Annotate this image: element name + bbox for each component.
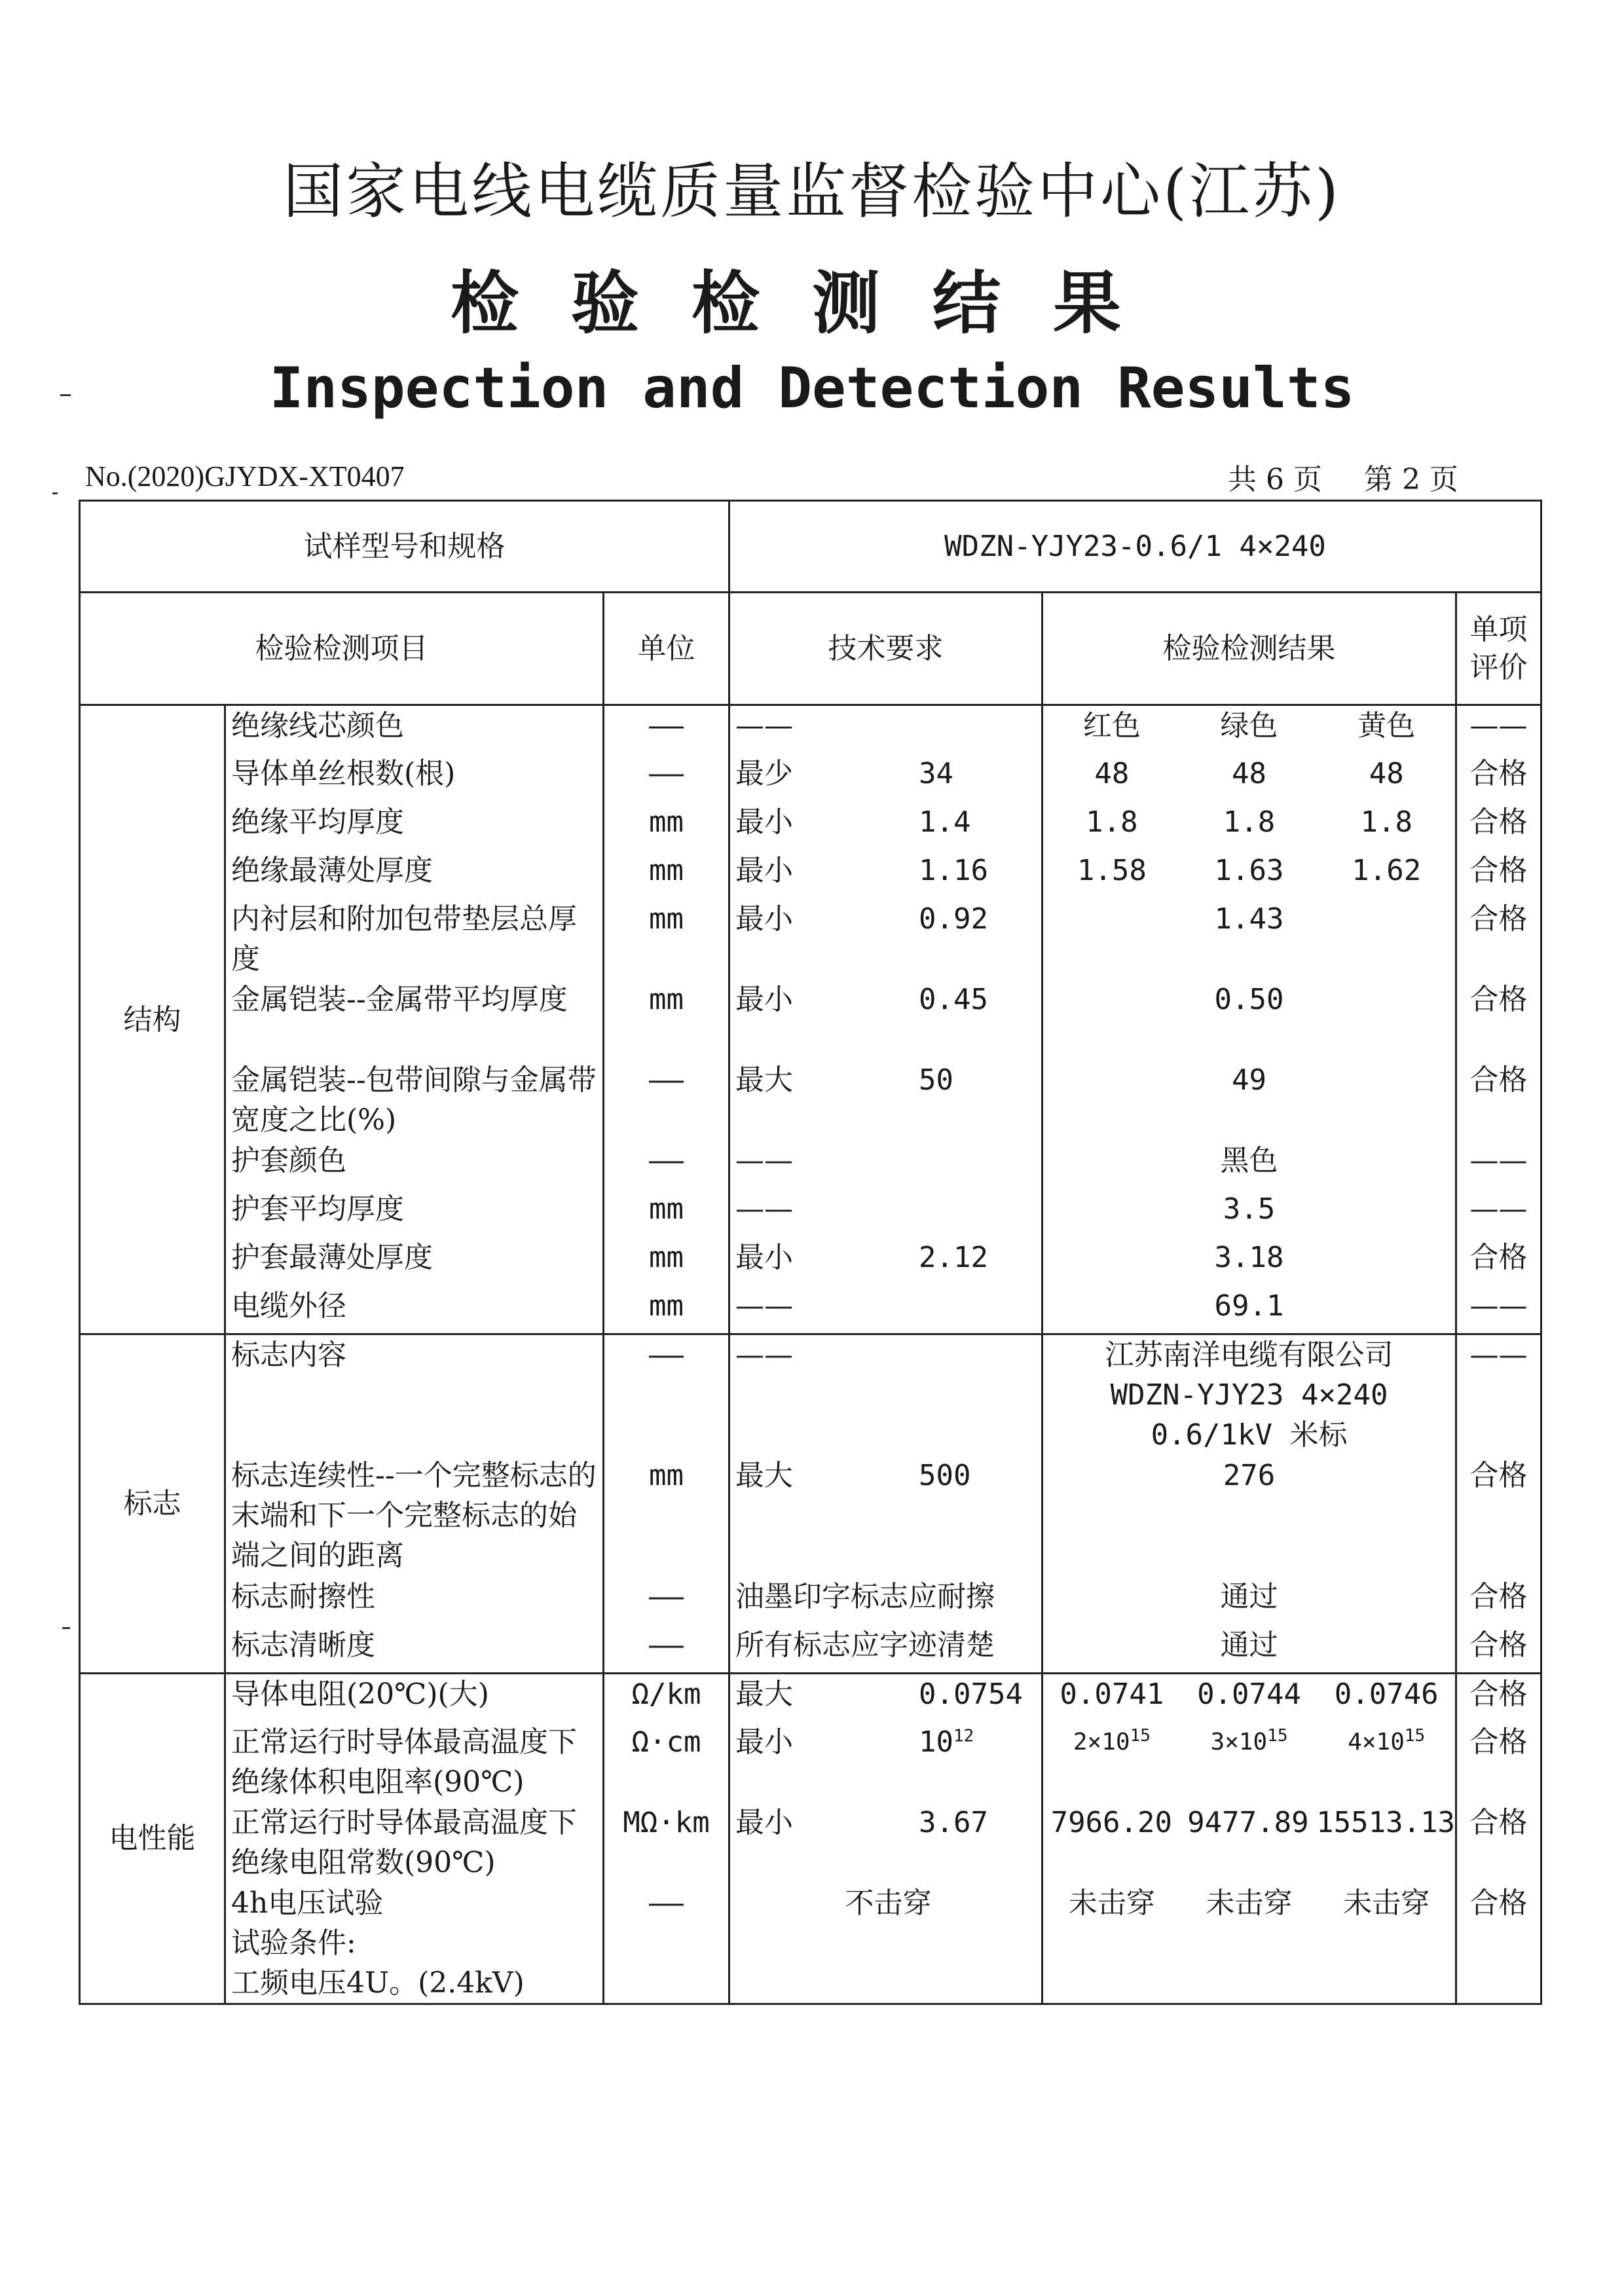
requirement-number [801, 1189, 1041, 1229]
requirement [729, 1803, 1043, 1883]
item-name [225, 1060, 604, 1141]
result-values [1043, 706, 1455, 746]
requirement-number: 3.67 [919, 1805, 988, 1839]
result [1043, 1189, 1456, 1238]
requirement-value [730, 1456, 1041, 1496]
result-values [1043, 754, 1455, 794]
item-name [225, 980, 604, 1060]
group-label: 结构 [80, 705, 225, 1334]
col-evaluation: 单项评价 [1456, 593, 1541, 705]
evaluation: 合格 [1456, 1625, 1541, 1674]
requirement-number: 2.12 [919, 1240, 988, 1274]
item-line: 4h电压试验 [231, 1886, 384, 1920]
unit: —— [604, 1141, 729, 1189]
table-row [80, 1189, 1541, 1238]
page-indicator [1228, 462, 1458, 498]
requirement-bound: 最小 [735, 853, 794, 887]
item-name [225, 754, 604, 802]
table-row [80, 980, 1541, 1060]
table-row [80, 1238, 1541, 1286]
unit: —— [604, 1883, 729, 2004]
item-text: 正常运行时导体最高温度下绝缘电阻常数(90℃) [231, 1805, 577, 1879]
requirement-bound: —— [735, 709, 794, 743]
result-value: 1.63 [1214, 853, 1284, 887]
requirement [729, 899, 1043, 980]
item-text: 标志耐擦性 [231, 1579, 375, 1613]
evaluation: 合格 [1456, 754, 1541, 802]
exponent: 15 [1404, 1725, 1426, 1746]
scan-mark [62, 1627, 70, 1629]
item-text: 护套最薄处厚度 [231, 1240, 433, 1274]
unit: —— [604, 754, 729, 802]
item-text: 绝缘最薄处厚度 [231, 853, 433, 887]
evaluation: 合格 [1456, 802, 1541, 851]
group-label: 电性能 [80, 1674, 225, 2004]
requirement-bound: —— [735, 1192, 794, 1226]
requirement-number: $10^{12}$ [919, 1725, 974, 1759]
results-table [79, 500, 1542, 2005]
requirement-value [730, 1674, 1041, 1714]
result [1043, 1286, 1456, 1334]
col-requirement: 技术要求 [729, 593, 1043, 705]
result-value: 7966.20 [1050, 1805, 1173, 1839]
unit: —— [604, 1625, 729, 1674]
evaluation: —— [1456, 1141, 1541, 1189]
requirement-bound: 最大 [735, 1678, 794, 1711]
requirement-bound: 最大 [735, 1458, 794, 1492]
requirement-number [801, 1335, 1041, 1375]
result-values [1043, 802, 1455, 842]
unit: —— [604, 1334, 729, 1456]
item-text: 标志连续性--一个完整标志的末端和下一个完整标志的始端之间的距离 [231, 1458, 597, 1572]
result [1043, 1060, 1456, 1141]
result-value: 48 [1094, 756, 1130, 790]
requirement-number: 1.4 [919, 805, 971, 839]
unit: mm [604, 899, 729, 980]
table-row [80, 1803, 1541, 1883]
requirement [729, 1625, 1043, 1674]
evaluation: 合格 [1456, 1674, 1541, 1722]
requirement-number: 0.0754 [919, 1678, 1023, 1711]
result-values [1043, 1674, 1455, 1714]
item-name [225, 1238, 604, 1286]
unit: MΩ·km [604, 1803, 729, 1883]
result-value: 15513.13 [1316, 1805, 1456, 1839]
item-name [225, 705, 604, 754]
result-value: 黄色 [1357, 709, 1416, 743]
result-value: 未击穿 [1343, 1886, 1430, 1920]
requirement-value [730, 1722, 1041, 1762]
result-value: 49 [1232, 1063, 1267, 1097]
requirement-value [730, 1060, 1041, 1100]
result-line: 0.6/1kV 米标 [1151, 1418, 1348, 1452]
requirement [729, 1883, 1043, 2004]
result [1043, 1883, 1456, 2004]
result-value [1043, 1722, 1181, 1762]
requirement-bound: 最小 [735, 1725, 794, 1759]
result [1043, 1803, 1456, 1883]
requirement-value [730, 980, 1041, 1019]
evaluation: 合格 [1456, 1238, 1541, 1286]
evaluation: 合格 [1456, 980, 1541, 1060]
requirement-bound: —— [735, 1143, 794, 1177]
sample-value: WDZN-YJY23-0.6/1 4×240 [729, 501, 1541, 593]
scan-mark [60, 394, 71, 396]
requirement-number [801, 706, 1041, 746]
requirement-bound: 最小 [735, 902, 794, 936]
evaluation: 合格 [1456, 1060, 1541, 1141]
evaluation: —— [1456, 1334, 1541, 1456]
requirement [729, 705, 1043, 754]
exponent: 15 [1130, 1725, 1151, 1746]
item-text: 导体单丝根数(根) [231, 756, 456, 790]
table-row [80, 1674, 1541, 1722]
requirement-number: 0.45 [919, 982, 988, 1016]
report-number: No.(2020)GJYDX-XT0407 [85, 460, 405, 492]
evaluation: 合格 [1456, 1722, 1541, 1803]
exponent: 12 [953, 1725, 974, 1746]
unit: mm [604, 802, 729, 851]
requirement-number: 50 [919, 1063, 954, 1097]
evaluation: 合格 [1456, 1456, 1541, 1577]
item-name [225, 1334, 604, 1456]
item-text: 导体电阻(20℃)(大) [231, 1678, 489, 1711]
table-row [80, 802, 1541, 851]
item-name [225, 1722, 604, 1803]
requirement [729, 1141, 1043, 1189]
unit: mm [604, 1238, 729, 1286]
requirement-value [730, 1189, 1041, 1229]
requirement-bound: —— [735, 1338, 794, 1372]
result-value: 48 [1232, 756, 1267, 790]
result-value: 1.58 [1077, 853, 1147, 887]
requirement-number: 1.16 [919, 853, 988, 887]
result [1043, 1674, 1456, 1722]
item-text: 正常运行时导体最高温度下绝缘体积电阻率(90℃) [231, 1725, 577, 1799]
requirement-number: 500 [919, 1458, 971, 1492]
requirement-bound: 最小 [735, 1240, 794, 1274]
unit: mm [604, 980, 729, 1060]
item-name [225, 1803, 604, 1883]
unit: mm [604, 1189, 729, 1238]
unit: Ω·cm [604, 1722, 729, 1803]
result-value: 未击穿 [1068, 1886, 1155, 1920]
result-value: 9477.89 [1187, 1805, 1309, 1839]
item-name [225, 899, 604, 980]
result-line: 江苏南洋电缆有限公司 [1105, 1338, 1393, 1372]
mantissa: 3×10 [1210, 1728, 1268, 1755]
item-name [225, 1577, 604, 1625]
requirement [729, 1722, 1043, 1803]
sample-row [80, 501, 1541, 593]
table-row [80, 1141, 1541, 1189]
requirement [729, 754, 1043, 802]
item-text: 护套平均厚度 [231, 1192, 404, 1226]
result [1043, 851, 1456, 899]
result-value: 0.0741 [1060, 1678, 1164, 1711]
col-result: 检验检测结果 [1043, 593, 1456, 705]
table-row [80, 1625, 1541, 1674]
item-text: 标志内容 [231, 1338, 346, 1372]
mantissa: 2×10 [1073, 1728, 1130, 1755]
requirement-value [730, 1286, 1041, 1326]
total-pages: 共 6 页 [1228, 463, 1322, 496]
table-row [80, 851, 1541, 899]
requirement-value [730, 1335, 1041, 1375]
item-name [225, 1456, 604, 1577]
requirement-value [730, 802, 1041, 842]
table-row [80, 1456, 1541, 1577]
requirement [729, 802, 1043, 851]
result [1043, 899, 1456, 980]
requirement-bound: 最大 [735, 1063, 794, 1097]
table-row [80, 1577, 1541, 1625]
result-value: 3.5 [1223, 1192, 1276, 1226]
result [1043, 705, 1456, 754]
evaluation: 合格 [1456, 1883, 1541, 2004]
result [1043, 980, 1456, 1060]
table-row [80, 754, 1541, 802]
evaluation: 合格 [1456, 899, 1541, 980]
exponent: 15 [1267, 1725, 1288, 1746]
result [1043, 1625, 1456, 1674]
unit: —— [604, 705, 729, 754]
requirement-bound: 最小 [735, 982, 794, 1016]
requirement-number: 0.92 [919, 902, 988, 936]
result-value: 69.1 [1214, 1289, 1284, 1323]
result-value: 绿色 [1220, 709, 1278, 743]
requirement-value [730, 1238, 1041, 1277]
requirement [729, 1060, 1043, 1141]
result-value: 3.18 [1214, 1240, 1284, 1274]
result-value: 1.8 [1360, 805, 1412, 839]
evaluation: —— [1456, 1286, 1541, 1334]
requirement-value [730, 899, 1041, 939]
result-value: 276 [1223, 1458, 1276, 1492]
col-item: 检验检测项目 [80, 593, 604, 705]
requirement-text: 所有标志应字迹清楚 [735, 1628, 995, 1662]
column-header-row [80, 593, 1541, 705]
requirement [729, 1286, 1043, 1334]
result [1043, 754, 1456, 802]
evaluation: —— [1456, 705, 1541, 754]
unit: mm [604, 851, 729, 899]
scan-mark [52, 492, 58, 494]
col-unit: 单位 [604, 593, 729, 705]
table-row [80, 1334, 1541, 1456]
requirement-number: 34 [919, 756, 954, 790]
item-text: 金属铠装--金属带平均厚度 [231, 982, 568, 1016]
result [1043, 1238, 1456, 1286]
org-title: 国家电线电缆质量监督检验中心(江苏) [283, 156, 1341, 227]
requirement [729, 1189, 1043, 1238]
requirement-value [730, 851, 1041, 890]
sample-label: 试样型号和规格 [80, 501, 729, 593]
table-row [80, 1286, 1541, 1334]
requirement-value [730, 754, 1041, 794]
item-text: 内衬层和附加包带垫层总厚度 [231, 902, 577, 976]
item-name [225, 1625, 604, 1674]
item-text: 标志清晰度 [231, 1628, 375, 1662]
requirement-value [730, 1803, 1041, 1843]
evaluation: 合格 [1456, 1803, 1541, 1883]
item-name [225, 1883, 604, 2004]
requirement [729, 1334, 1043, 1456]
requirement-bound: 最小 [735, 1805, 794, 1839]
group-label: 标志 [80, 1334, 225, 1674]
item-text: 金属铠装--包带间隙与金属带宽度之比(%) [231, 1063, 597, 1137]
result [1043, 1722, 1456, 1803]
item-line: 工频电压4U。(2.4kV) [231, 1966, 525, 2000]
unit: Ω/km [604, 1674, 729, 1722]
requirement-bound: 最少 [735, 756, 794, 790]
result-value: 黑色 [1220, 1143, 1278, 1177]
result-value: 0.0746 [1334, 1678, 1439, 1711]
item-text: 绝缘线芯颜色 [231, 709, 404, 743]
requirement-value [730, 1141, 1041, 1181]
unit: mm [604, 1456, 729, 1577]
result-value: 0.0744 [1197, 1678, 1302, 1711]
result-value: 48 [1369, 756, 1404, 790]
requirement-bound: 最小 [735, 805, 794, 839]
table-row [80, 705, 1541, 754]
requirement [729, 980, 1043, 1060]
requirement-text: 油墨印字标志应耐擦 [735, 1579, 995, 1613]
requirement-number [801, 1286, 1041, 1326]
result-value: 0.50 [1214, 982, 1284, 1016]
item-text: 护套颜色 [231, 1143, 346, 1177]
requirement-value [730, 706, 1041, 746]
mantissa: 4×10 [1348, 1728, 1405, 1755]
result-value [1318, 1722, 1455, 1762]
result-values [1043, 851, 1455, 890]
item-name [225, 1189, 604, 1238]
requirement-bound: —— [735, 1289, 794, 1323]
result-values [1043, 1722, 1455, 1762]
requirement [729, 1577, 1043, 1625]
requirement [729, 1456, 1043, 1577]
result-value: 通过 [1220, 1579, 1278, 1613]
evaluation: 合格 [1456, 1577, 1541, 1625]
table-row [80, 1060, 1541, 1141]
result-value [1181, 1722, 1318, 1762]
title-en: Inspection and Detection Results [269, 356, 1355, 421]
result-value: 1.43 [1214, 902, 1284, 936]
evaluation: —— [1456, 1189, 1541, 1238]
result-value: 未击穿 [1206, 1886, 1293, 1920]
item-line: 试验条件: [231, 1926, 356, 1960]
table-row [80, 1883, 1541, 2004]
result-values [1043, 1883, 1455, 1923]
result-line: WDZN-YJY23 4×240 [1110, 1378, 1388, 1412]
unit: —— [604, 1577, 729, 1625]
page-number: 第 2 页 [1363, 463, 1458, 496]
item-name [225, 1141, 604, 1189]
item-text: 电缆外径 [231, 1289, 346, 1323]
requirement [729, 1674, 1043, 1722]
title-cn: 检验检测结果 [450, 263, 1173, 343]
item-name [225, 1286, 604, 1334]
result [1043, 1577, 1456, 1625]
result-value: 1.8 [1223, 805, 1276, 839]
result [1043, 1141, 1456, 1189]
unit: mm [604, 1286, 729, 1334]
result-value: 1.62 [1352, 853, 1422, 887]
requirement [729, 1238, 1043, 1286]
table-row [80, 899, 1541, 980]
item-name [225, 1674, 604, 1722]
item-name [225, 802, 604, 851]
requirement-number [801, 1141, 1041, 1181]
unit: —— [604, 1060, 729, 1141]
requirement [729, 851, 1043, 899]
result-value: 通过 [1220, 1628, 1278, 1662]
evaluation: 合格 [1456, 851, 1541, 899]
item-name [225, 851, 604, 899]
result-value: 1.8 [1086, 805, 1138, 839]
item-text: 绝缘平均厚度 [231, 805, 404, 839]
requirement-text: 不击穿 [845, 1886, 932, 1920]
result [1043, 1334, 1456, 1456]
result-values [1043, 1803, 1455, 1843]
result-value: 红色 [1082, 709, 1141, 743]
result [1043, 802, 1456, 851]
table-row [80, 1722, 1541, 1803]
result [1043, 1456, 1456, 1577]
